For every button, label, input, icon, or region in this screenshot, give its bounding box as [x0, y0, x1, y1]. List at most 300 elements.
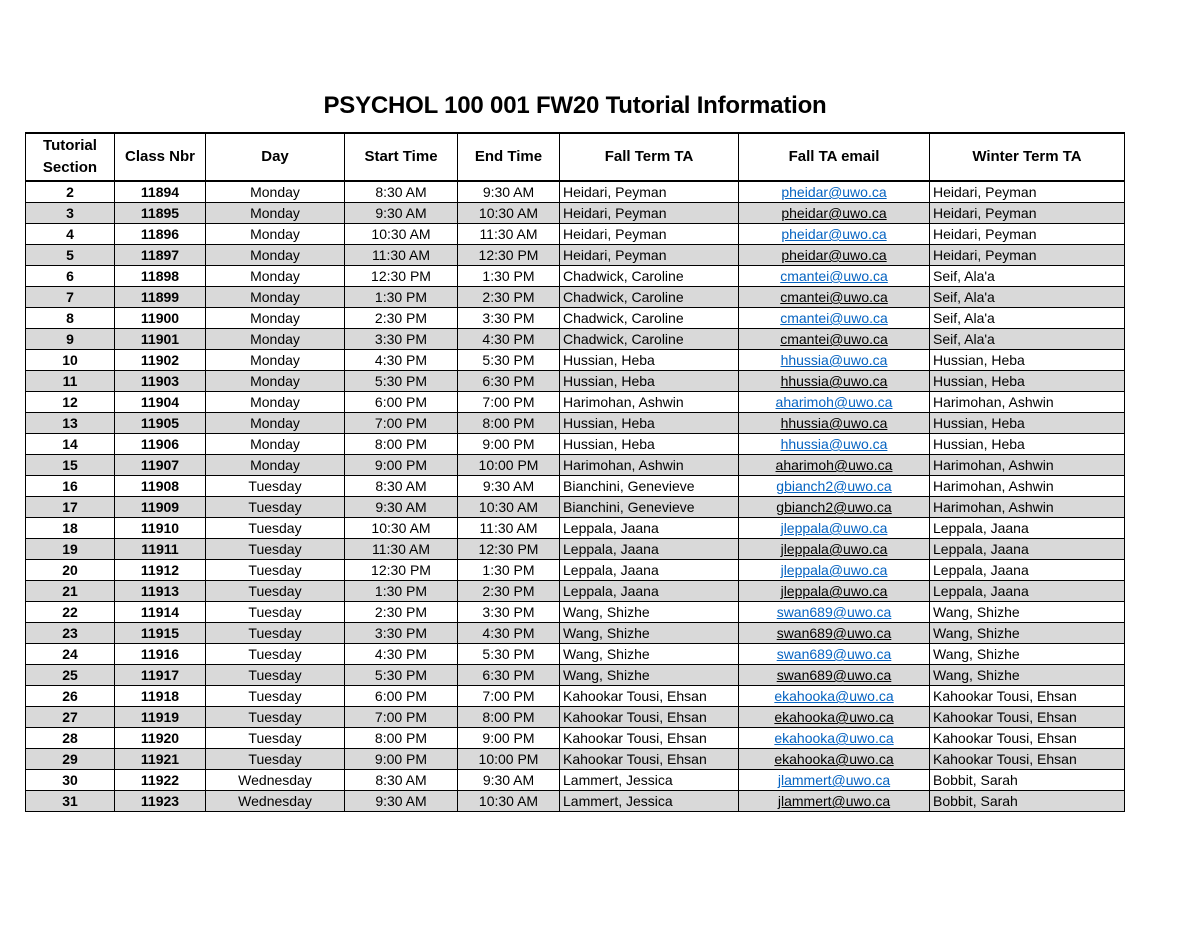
cell-end-time: 6:30 PM: [458, 371, 560, 392]
cell-fall-ta-email: [739, 224, 930, 245]
table-row: [26, 707, 1125, 728]
cell-fall-ta-email: [739, 539, 930, 560]
cell-day: Monday: [206, 266, 345, 287]
cell-class-nbr: 11914: [115, 602, 206, 623]
cell-tutorial-section: 23: [26, 623, 115, 644]
cell-winter-term-ta: Wang, Shizhe: [930, 602, 1125, 623]
table-row: [26, 518, 1125, 539]
email-link[interactable]: jlammert@uwo.ca: [777, 772, 891, 788]
cell-tutorial-section: 6: [26, 266, 115, 287]
cell-tutorial-section: 3: [26, 203, 115, 224]
cell-fall-ta-email: [739, 686, 930, 707]
cell-start-time: 5:30 PM: [345, 371, 458, 392]
cell-class-nbr: 11919: [115, 707, 206, 728]
cell-fall-term-ta: Bianchini, Genevieve: [560, 497, 739, 518]
cell-fall-ta-email: [739, 518, 930, 539]
email-link[interactable]: swan689@uwo.ca: [776, 646, 892, 662]
email-link[interactable]: pheidar@uwo.ca: [781, 184, 887, 200]
email-link[interactable]: cmantei@uwo.ca: [780, 289, 888, 305]
table-row: [26, 770, 1125, 791]
cell-fall-term-ta: Chadwick, Caroline: [560, 329, 739, 350]
cell-tutorial-section: 5: [26, 245, 115, 266]
cell-start-time: 3:30 PM: [345, 623, 458, 644]
cell-tutorial-section: 28: [26, 728, 115, 749]
cell-tutorial-section: 16: [26, 476, 115, 497]
cell-day: Tuesday: [206, 665, 345, 686]
cell-tutorial-section: 27: [26, 707, 115, 728]
header-class-nbr: Class Nbr: [115, 133, 206, 181]
cell-fall-ta-email: [739, 308, 930, 329]
cell-end-time: 1:30 PM: [458, 560, 560, 581]
cell-day: Tuesday: [206, 581, 345, 602]
page-title: PSYCHOL 100 001 FW20 Tutorial Information: [323, 92, 827, 119]
cell-day: Monday: [206, 245, 345, 266]
header-tutorial-section: [26, 133, 115, 181]
email-link[interactable]: cmantei@uwo.ca: [780, 268, 888, 284]
cell-start-time: 3:30 PM: [345, 329, 458, 350]
cell-day: Monday: [206, 392, 345, 413]
table-row: [26, 413, 1125, 434]
table-row: [26, 350, 1125, 371]
cell-day: Tuesday: [206, 686, 345, 707]
cell-tutorial-section: 11: [26, 371, 115, 392]
email-link[interactable]: pheidar@uwo.ca: [781, 226, 887, 242]
header-start-time: Start Time: [345, 133, 458, 181]
cell-end-time: 4:30 PM: [458, 623, 560, 644]
cell-start-time: 9:30 AM: [345, 791, 458, 812]
cell-winter-term-ta: Seif, Ala'a: [930, 266, 1125, 287]
cell-tutorial-section: 24: [26, 644, 115, 665]
cell-winter-term-ta: Wang, Shizhe: [930, 665, 1125, 686]
table-row: [26, 539, 1125, 560]
cell-class-nbr: 11895: [115, 203, 206, 224]
cell-fall-ta-email: [739, 791, 930, 812]
cell-tutorial-section: 25: [26, 665, 115, 686]
cell-tutorial-section: 30: [26, 770, 115, 791]
table-row: [26, 476, 1125, 497]
cell-end-time: 9:30 AM: [458, 181, 560, 203]
cell-start-time: 4:30 PM: [345, 644, 458, 665]
cell-start-time: 11:30 AM: [345, 245, 458, 266]
email-link[interactable]: pheidar@uwo.ca: [781, 247, 887, 263]
cell-winter-term-ta: Heidari, Peyman: [930, 203, 1125, 224]
cell-tutorial-section: 8: [26, 308, 115, 329]
cell-day: Wednesday: [206, 791, 345, 812]
cell-winter-term-ta: Kahookar Tousi, Ehsan: [930, 686, 1125, 707]
cell-end-time: 8:00 PM: [458, 413, 560, 434]
cell-tutorial-section: 7: [26, 287, 115, 308]
cell-tutorial-section: 19: [26, 539, 115, 560]
cell-start-time: 9:30 AM: [345, 497, 458, 518]
table-row: [26, 560, 1125, 581]
cell-winter-term-ta: Wang, Shizhe: [930, 644, 1125, 665]
table-row: [26, 644, 1125, 665]
cell-fall-term-ta: Heidari, Peyman: [560, 181, 739, 203]
email-link[interactable]: gbianch2@uwo.ca: [776, 499, 892, 515]
cell-winter-term-ta: Harimohan, Ashwin: [930, 392, 1125, 413]
cell-day: Monday: [206, 181, 345, 203]
cell-day: Monday: [206, 308, 345, 329]
cell-class-nbr: 11908: [115, 476, 206, 497]
cell-class-nbr: 11900: [115, 308, 206, 329]
table-row: [26, 392, 1125, 413]
cell-start-time: 8:30 AM: [345, 181, 458, 203]
email-link[interactable]: ekahooka@uwo.ca: [774, 751, 894, 767]
cell-fall-term-ta: Wang, Shizhe: [560, 665, 739, 686]
cell-tutorial-section: 26: [26, 686, 115, 707]
table-row: [26, 434, 1125, 455]
cell-winter-term-ta: Leppala, Jaana: [930, 518, 1125, 539]
cell-fall-term-ta: Wang, Shizhe: [560, 623, 739, 644]
cell-start-time: 11:30 AM: [345, 539, 458, 560]
email-link[interactable]: hhussia@uwo.ca: [780, 373, 888, 389]
cell-end-time: 12:30 PM: [458, 539, 560, 560]
email-link[interactable]: hhussia@uwo.ca: [780, 436, 888, 452]
cell-tutorial-section: 4: [26, 224, 115, 245]
cell-end-time: 11:30 AM: [458, 518, 560, 539]
cell-start-time: 8:30 AM: [345, 476, 458, 497]
cell-tutorial-section: 20: [26, 560, 115, 581]
cell-day: Tuesday: [206, 497, 345, 518]
cell-winter-term-ta: Harimohan, Ashwin: [930, 497, 1125, 518]
cell-end-time: 3:30 PM: [458, 308, 560, 329]
cell-end-time: 2:30 PM: [458, 287, 560, 308]
cell-fall-term-ta: Harimohan, Ashwin: [560, 392, 739, 413]
cell-fall-term-ta: Kahookar Tousi, Ehsan: [560, 686, 739, 707]
cell-class-nbr: 11905: [115, 413, 206, 434]
cell-end-time: 5:30 PM: [458, 350, 560, 371]
cell-start-time: 8:30 AM: [345, 770, 458, 791]
email-link[interactable]: swan689@uwo.ca: [776, 667, 892, 683]
cell-start-time: 1:30 PM: [345, 581, 458, 602]
cell-class-nbr: 11907: [115, 455, 206, 476]
cell-class-nbr: 11901: [115, 329, 206, 350]
table-row: [26, 308, 1125, 329]
header-day: Day: [206, 133, 345, 181]
cell-fall-ta-email: [739, 707, 930, 728]
table-row: [26, 371, 1125, 392]
cell-end-time: 9:30 AM: [458, 476, 560, 497]
email-link[interactable]: ekahooka@uwo.ca: [774, 688, 894, 704]
cell-day: Tuesday: [206, 623, 345, 644]
cell-winter-term-ta: Heidari, Peyman: [930, 245, 1125, 266]
cell-winter-term-ta: Leppala, Jaana: [930, 539, 1125, 560]
table-row: [26, 287, 1125, 308]
cell-start-time: 10:30 AM: [345, 224, 458, 245]
email-link[interactable]: cmantei@uwo.ca: [780, 331, 888, 347]
cell-start-time: 9:00 PM: [345, 455, 458, 476]
cell-tutorial-section: 21: [26, 581, 115, 602]
cell-class-nbr: 11906: [115, 434, 206, 455]
cell-fall-term-ta: Chadwick, Caroline: [560, 287, 739, 308]
cell-winter-term-ta: Harimohan, Ashwin: [930, 455, 1125, 476]
cell-tutorial-section: 29: [26, 749, 115, 770]
table-row: [26, 665, 1125, 686]
email-link[interactable]: swan689@uwo.ca: [776, 625, 892, 641]
email-link[interactable]: gbianch2@uwo.ca: [776, 478, 892, 494]
table-row: [26, 581, 1125, 602]
cell-day: Monday: [206, 455, 345, 476]
cell-tutorial-section: 31: [26, 791, 115, 812]
cell-start-time: 2:30 PM: [345, 308, 458, 329]
email-link[interactable]: jleppala@uwo.ca: [780, 562, 888, 578]
cell-class-nbr: 11921: [115, 749, 206, 770]
cell-day: Tuesday: [206, 560, 345, 581]
cell-day: Tuesday: [206, 728, 345, 749]
cell-start-time: 5:30 PM: [345, 665, 458, 686]
email-link[interactable]: swan689@uwo.ca: [776, 604, 892, 620]
cell-tutorial-section: 18: [26, 518, 115, 539]
cell-end-time: 12:30 PM: [458, 245, 560, 266]
cell-fall-ta-email: [739, 497, 930, 518]
cell-fall-term-ta: Leppala, Jaana: [560, 560, 739, 581]
cell-fall-ta-email: [739, 476, 930, 497]
email-link[interactable]: jleppala@uwo.ca: [780, 583, 888, 599]
cell-class-nbr: 11912: [115, 560, 206, 581]
cell-winter-term-ta: Heidari, Peyman: [930, 181, 1125, 203]
cell-fall-ta-email: [739, 329, 930, 350]
header-winter-term-ta: Winter Term TA: [930, 133, 1125, 181]
cell-day: Tuesday: [206, 749, 345, 770]
cell-fall-ta-email: [739, 350, 930, 371]
cell-fall-ta-email: [739, 392, 930, 413]
cell-fall-term-ta: Wang, Shizhe: [560, 602, 739, 623]
cell-fall-term-ta: Kahookar Tousi, Ehsan: [560, 707, 739, 728]
cell-fall-ta-email: [739, 266, 930, 287]
cell-class-nbr: 11922: [115, 770, 206, 791]
cell-fall-term-ta: Leppala, Jaana: [560, 518, 739, 539]
cell-winter-term-ta: Seif, Ala'a: [930, 308, 1125, 329]
email-link[interactable]: ekahooka@uwo.ca: [774, 709, 894, 725]
cell-winter-term-ta: Harimohan, Ashwin: [930, 476, 1125, 497]
cell-class-nbr: 11911: [115, 539, 206, 560]
cell-winter-term-ta: Heidari, Peyman: [930, 224, 1125, 245]
cell-day: Monday: [206, 203, 345, 224]
cell-end-time: 11:30 AM: [458, 224, 560, 245]
email-link[interactable]: hhussia@uwo.ca: [780, 352, 888, 368]
cell-fall-term-ta: Kahookar Tousi, Ehsan: [560, 728, 739, 749]
email-link[interactable]: aharimoh@uwo.ca: [775, 457, 893, 473]
cell-fall-term-ta: Heidari, Peyman: [560, 245, 739, 266]
cell-end-time: 9:00 PM: [458, 728, 560, 749]
cell-start-time: 6:00 PM: [345, 392, 458, 413]
cell-fall-ta-email: [739, 581, 930, 602]
cell-end-time: 10:00 PM: [458, 455, 560, 476]
cell-fall-term-ta: Chadwick, Caroline: [560, 266, 739, 287]
cell-fall-ta-email: [739, 665, 930, 686]
cell-fall-ta-email: [739, 602, 930, 623]
cell-end-time: 1:30 PM: [458, 266, 560, 287]
cell-fall-term-ta: Lammert, Jessica: [560, 791, 739, 812]
cell-winter-term-ta: Hussian, Heba: [930, 371, 1125, 392]
cell-fall-ta-email: [739, 413, 930, 434]
cell-day: Monday: [206, 287, 345, 308]
cell-start-time: 6:00 PM: [345, 686, 458, 707]
cell-class-nbr: 11915: [115, 623, 206, 644]
cell-winter-term-ta: Bobbit, Sarah: [930, 770, 1125, 791]
cell-fall-ta-email: [739, 434, 930, 455]
cell-tutorial-section: 13: [26, 413, 115, 434]
cell-start-time: 10:30 AM: [345, 518, 458, 539]
cell-end-time: 5:30 PM: [458, 644, 560, 665]
table-row: [26, 791, 1125, 812]
email-link[interactable]: cmantei@uwo.ca: [780, 310, 888, 326]
cell-end-time: 6:30 PM: [458, 665, 560, 686]
cell-tutorial-section: 2: [26, 181, 115, 203]
cell-fall-ta-email: [739, 203, 930, 224]
cell-start-time: 7:00 PM: [345, 707, 458, 728]
cell-end-time: 8:00 PM: [458, 707, 560, 728]
cell-fall-term-ta: Harimohan, Ashwin: [560, 455, 739, 476]
cell-end-time: 7:00 PM: [458, 686, 560, 707]
table-row: [26, 749, 1125, 770]
cell-end-time: 9:30 AM: [458, 770, 560, 791]
table-row: [26, 728, 1125, 749]
cell-fall-ta-email: [739, 245, 930, 266]
cell-fall-term-ta: Chadwick, Caroline: [560, 308, 739, 329]
cell-end-time: 3:30 PM: [458, 602, 560, 623]
cell-winter-term-ta: Seif, Ala'a: [930, 329, 1125, 350]
cell-end-time: 10:00 PM: [458, 749, 560, 770]
cell-day: Tuesday: [206, 707, 345, 728]
cell-winter-term-ta: Bobbit, Sarah: [930, 791, 1125, 812]
cell-winter-term-ta: Hussian, Heba: [930, 350, 1125, 371]
cell-fall-term-ta: Hussian, Heba: [560, 350, 739, 371]
cell-class-nbr: 11899: [115, 287, 206, 308]
cell-start-time: 2:30 PM: [345, 602, 458, 623]
cell-class-nbr: 11916: [115, 644, 206, 665]
cell-day: Tuesday: [206, 602, 345, 623]
table-row: [26, 623, 1125, 644]
cell-end-time: 4:30 PM: [458, 329, 560, 350]
cell-class-nbr: 11903: [115, 371, 206, 392]
cell-start-time: 1:30 PM: [345, 287, 458, 308]
cell-fall-term-ta: Leppala, Jaana: [560, 539, 739, 560]
cell-class-nbr: 11897: [115, 245, 206, 266]
table-row: [26, 203, 1125, 224]
cell-class-nbr: 11920: [115, 728, 206, 749]
email-link[interactable]: pheidar@uwo.ca: [781, 205, 887, 221]
cell-end-time: 2:30 PM: [458, 581, 560, 602]
cell-class-nbr: 11902: [115, 350, 206, 371]
cell-start-time: 8:00 PM: [345, 434, 458, 455]
cell-fall-term-ta: Hussian, Heba: [560, 434, 739, 455]
cell-class-nbr: 11917: [115, 665, 206, 686]
email-link[interactable]: ekahooka@uwo.ca: [774, 730, 894, 746]
cell-class-nbr: 11909: [115, 497, 206, 518]
cell-fall-term-ta: Hussian, Heba: [560, 371, 739, 392]
cell-end-time: 9:00 PM: [458, 434, 560, 455]
cell-fall-term-ta: Wang, Shizhe: [560, 644, 739, 665]
cell-start-time: 8:00 PM: [345, 728, 458, 749]
header-section-line2: Section: [42, 159, 98, 176]
cell-start-time: 12:30 PM: [345, 560, 458, 581]
cell-end-time: 10:30 AM: [458, 203, 560, 224]
table-row: [26, 455, 1125, 476]
cell-fall-ta-email: [739, 728, 930, 749]
cell-day: Monday: [206, 350, 345, 371]
cell-fall-ta-email: [739, 371, 930, 392]
cell-day: Tuesday: [206, 518, 345, 539]
email-link[interactable]: jlammert@uwo.ca: [777, 793, 891, 809]
cell-start-time: 9:30 AM: [345, 203, 458, 224]
cell-fall-ta-email: [739, 560, 930, 581]
table-row: [26, 329, 1125, 350]
cell-fall-term-ta: Heidari, Peyman: [560, 203, 739, 224]
header-row: [26, 133, 1125, 181]
email-link[interactable]: jleppala@uwo.ca: [780, 520, 888, 536]
table-row: [26, 266, 1125, 287]
cell-winter-term-ta: Hussian, Heba: [930, 434, 1125, 455]
header-end-time: End Time: [458, 133, 560, 181]
cell-start-time: 7:00 PM: [345, 413, 458, 434]
cell-day: Tuesday: [206, 539, 345, 560]
email-link[interactable]: jleppala@uwo.ca: [780, 541, 888, 557]
cell-fall-term-ta: Bianchini, Genevieve: [560, 476, 739, 497]
cell-fall-ta-email: [739, 644, 930, 665]
cell-tutorial-section: 15: [26, 455, 115, 476]
cell-winter-term-ta: Kahookar Tousi, Ehsan: [930, 749, 1125, 770]
table-row: [26, 686, 1125, 707]
cell-tutorial-section: 17: [26, 497, 115, 518]
cell-winter-term-ta: Hussian, Heba: [930, 413, 1125, 434]
table-row: [26, 245, 1125, 266]
cell-fall-term-ta: Heidari, Peyman: [560, 224, 739, 245]
cell-start-time: 9:00 PM: [345, 749, 458, 770]
cell-fall-term-ta: Leppala, Jaana: [560, 581, 739, 602]
cell-end-time: 10:30 AM: [458, 791, 560, 812]
cell-class-nbr: 11923: [115, 791, 206, 812]
cell-fall-term-ta: Kahookar Tousi, Ehsan: [560, 749, 739, 770]
cell-fall-ta-email: [739, 749, 930, 770]
cell-winter-term-ta: Kahookar Tousi, Ehsan: [930, 707, 1125, 728]
cell-class-nbr: 11896: [115, 224, 206, 245]
cell-winter-term-ta: Wang, Shizhe: [930, 623, 1125, 644]
header-section-line1: Tutorial: [43, 137, 97, 154]
cell-fall-ta-email: [739, 455, 930, 476]
cell-winter-term-ta: Seif, Ala'a: [930, 287, 1125, 308]
table-row: [26, 224, 1125, 245]
cell-end-time: 7:00 PM: [458, 392, 560, 413]
cell-tutorial-section: 14: [26, 434, 115, 455]
cell-day: Monday: [206, 434, 345, 455]
email-link[interactable]: hhussia@uwo.ca: [780, 415, 888, 431]
cell-class-nbr: 11898: [115, 266, 206, 287]
cell-end-time: 10:30 AM: [458, 497, 560, 518]
cell-fall-term-ta: Lammert, Jessica: [560, 770, 739, 791]
tutorial-table: [25, 132, 1125, 812]
cell-day: Tuesday: [206, 644, 345, 665]
cell-fall-ta-email: [739, 623, 930, 644]
cell-day: Monday: [206, 371, 345, 392]
cell-day: Wednesday: [206, 770, 345, 791]
cell-tutorial-section: 12: [26, 392, 115, 413]
cell-fall-ta-email: [739, 287, 930, 308]
email-link[interactable]: aharimoh@uwo.ca: [775, 394, 893, 410]
cell-fall-ta-email: [739, 770, 930, 791]
cell-tutorial-section: 22: [26, 602, 115, 623]
cell-day: Monday: [206, 413, 345, 434]
header-fall-ta-email: Fall TA email: [739, 133, 930, 181]
cell-fall-term-ta: Hussian, Heba: [560, 413, 739, 434]
cell-day: Monday: [206, 329, 345, 350]
cell-tutorial-section: 10: [26, 350, 115, 371]
cell-tutorial-section: 9: [26, 329, 115, 350]
cell-winter-term-ta: Leppala, Jaana: [930, 560, 1125, 581]
cell-start-time: 12:30 PM: [345, 266, 458, 287]
cell-day: Monday: [206, 224, 345, 245]
table-row: [26, 602, 1125, 623]
